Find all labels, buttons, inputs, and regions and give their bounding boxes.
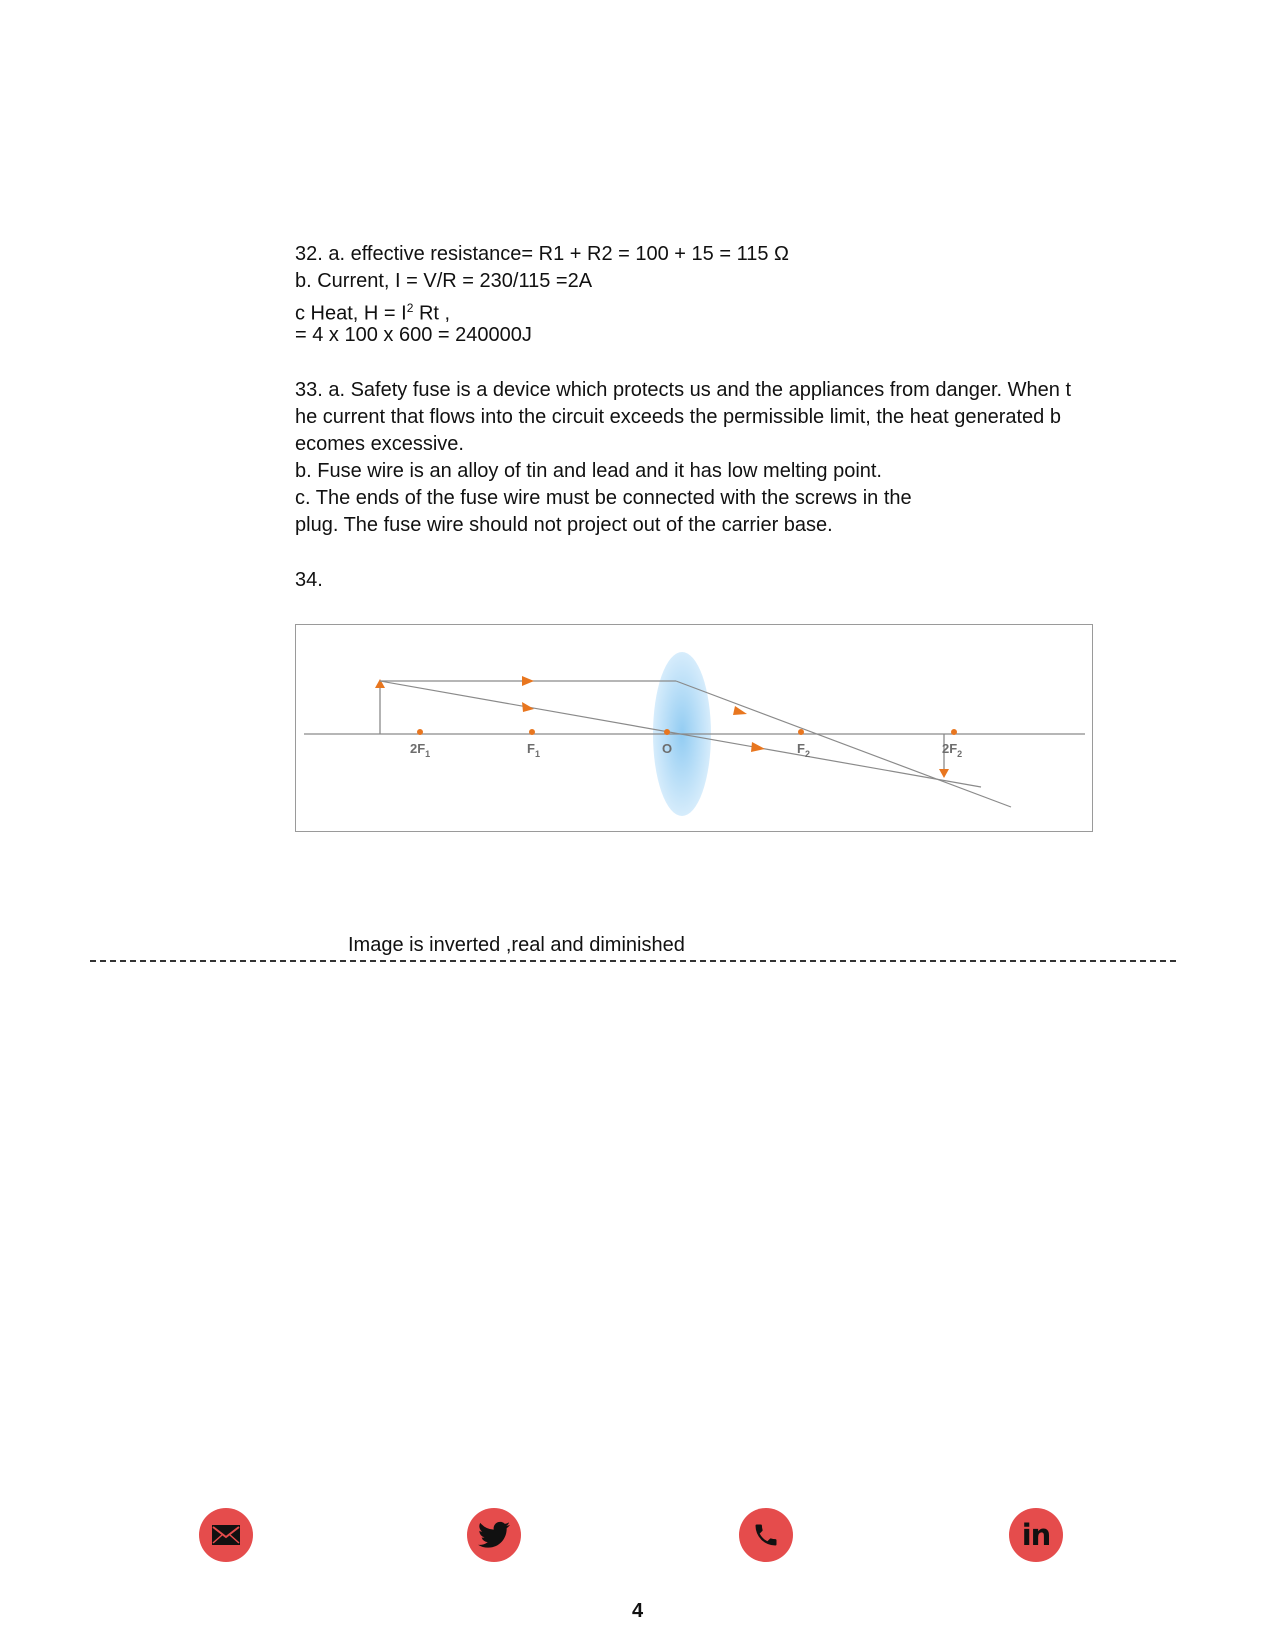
- dashed-divider: [90, 960, 1176, 962]
- point-2f2: [951, 729, 957, 735]
- page-number: 4: [631, 1600, 644, 1622]
- twitter-button[interactable]: [467, 1508, 521, 1562]
- ray-arrow-4: [751, 742, 765, 752]
- q32-line-1: 32. a. effective resistance= R1 + R2 = 100 + 15 = 115 Ω: [295, 243, 789, 265]
- q33-line-3: ecomes excessive.: [295, 433, 464, 455]
- q32-line-3: c Heat, $H = I^2$ Rt ,: [295, 301, 451, 325]
- q34-conclusion: Image is inverted ,real and diminished: [348, 934, 685, 956]
- q33-line-4: b. Fuse wire is an alloy of tin and lead and it has low melting point.: [295, 460, 882, 482]
- q34-number: 34.: [295, 569, 323, 591]
- ray-diagram-svg: [296, 625, 1094, 833]
- ray-arrow-2: [522, 702, 534, 712]
- point-o: [664, 729, 670, 735]
- q32-line-4: = 4 x 100 x 600 = 240000J: [295, 324, 532, 346]
- label-2f2: $2F_2$: [942, 741, 963, 759]
- label-f2: $F_2$: [797, 741, 810, 759]
- envelope-icon: [211, 1524, 241, 1546]
- phone-icon: [752, 1521, 780, 1549]
- q32-line-2: b. Current, I = V/R = 230/115 =2A: [295, 270, 593, 292]
- point-f1: [529, 729, 535, 735]
- linkedin-button[interactable]: [1009, 1508, 1063, 1562]
- label-f1: $F_1$: [527, 741, 540, 759]
- q33-line-1: 33. a. Safety fuse is a device which protects us and the appliances from danger. When t: [295, 379, 1071, 401]
- point-2f1: [417, 729, 423, 735]
- twitter-icon: [478, 1521, 510, 1549]
- phone-button[interactable]: [739, 1508, 793, 1562]
- q33-line-6: plug. The fuse wire should not project out of the carrier base.: [295, 514, 833, 536]
- label-o: O: [662, 741, 673, 756]
- image-arrowhead: [939, 769, 949, 778]
- ray-arrow-1: [522, 676, 534, 686]
- object-arrowhead: [375, 679, 385, 688]
- label-2f1: $2F_1$: [410, 741, 431, 759]
- lens-ray-diagram: [295, 624, 1093, 832]
- email-button[interactable]: [199, 1508, 253, 1562]
- q33-line-2: he current that flows into the circuit exceeds the permissible limit, the heat generated b: [295, 406, 1061, 428]
- point-f2: [798, 729, 804, 735]
- q33-line-5: c. The ends of the fuse wire must be connected with the screws in the: [295, 487, 912, 509]
- ray-refracted-through-f2: [676, 681, 1011, 807]
- linkedin-icon: in: [1021, 1517, 1051, 1552]
